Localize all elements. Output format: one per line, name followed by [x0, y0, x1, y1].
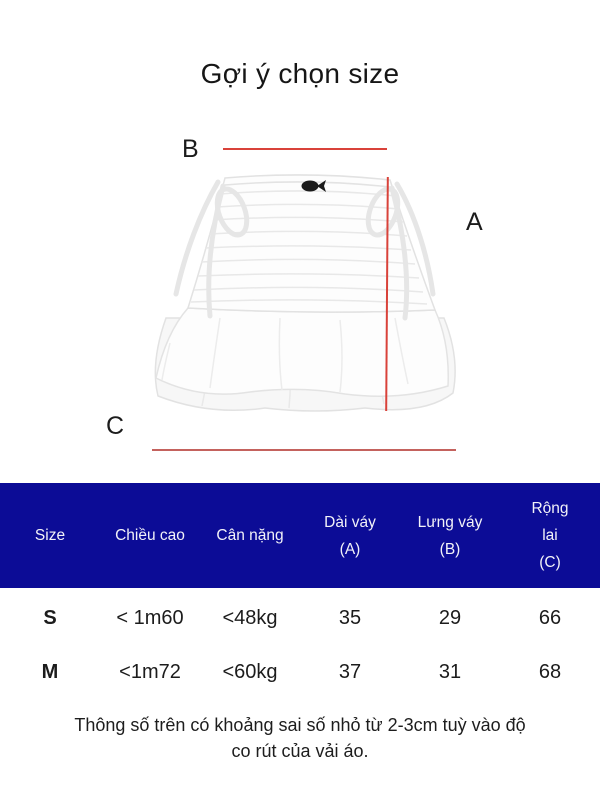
tolerance-note	[0, 712, 600, 764]
measure-label-b: B	[182, 135, 199, 163]
size-row-m	[0, 645, 600, 699]
measure-line-c	[152, 449, 456, 451]
page-title: Gợi ý chọn size	[200, 58, 400, 89]
measure-label-c: C	[106, 412, 125, 440]
skirt-front-ruffle	[156, 308, 448, 396]
cell-height: < 1m60	[116, 606, 184, 629]
cell-skirt-length: 37	[338, 660, 362, 683]
cell-size: M	[41, 660, 59, 683]
cell-hem-width: 66	[538, 606, 562, 629]
col-header-skirt-length: Dài váy (A)	[324, 513, 376, 558]
cell-size: S	[43, 606, 57, 629]
cell-waist: 29	[438, 606, 462, 629]
cell-hem-width: 68	[538, 660, 562, 683]
cell-weight: <60kg	[222, 660, 278, 683]
col-header-weight: Cân nặng	[216, 527, 284, 544]
col-header-hem-width: Rộng lai (C)	[531, 500, 569, 571]
size-row-s	[0, 591, 600, 645]
col-header-size: Size	[34, 527, 66, 544]
measure-label-a: A	[466, 208, 483, 236]
size-table	[0, 483, 600, 699]
col-header-waist: Lưng váy (B)	[417, 513, 483, 558]
cell-height: <1m72	[119, 660, 181, 683]
cell-waist: 31	[438, 660, 462, 683]
skirt-illustration	[140, 168, 470, 423]
cell-skirt-length: 35	[338, 606, 362, 629]
size-table-header	[0, 483, 600, 588]
col-header-height: Chiều cao	[115, 527, 185, 544]
cell-weight: <48kg	[222, 606, 278, 629]
measure-line-b	[223, 148, 387, 150]
tolerance-note-text: Thông số trên có khoảng sai số nhỏ từ 2-3cm tuỳ vào độ co rút của vải áo.	[74, 715, 526, 761]
